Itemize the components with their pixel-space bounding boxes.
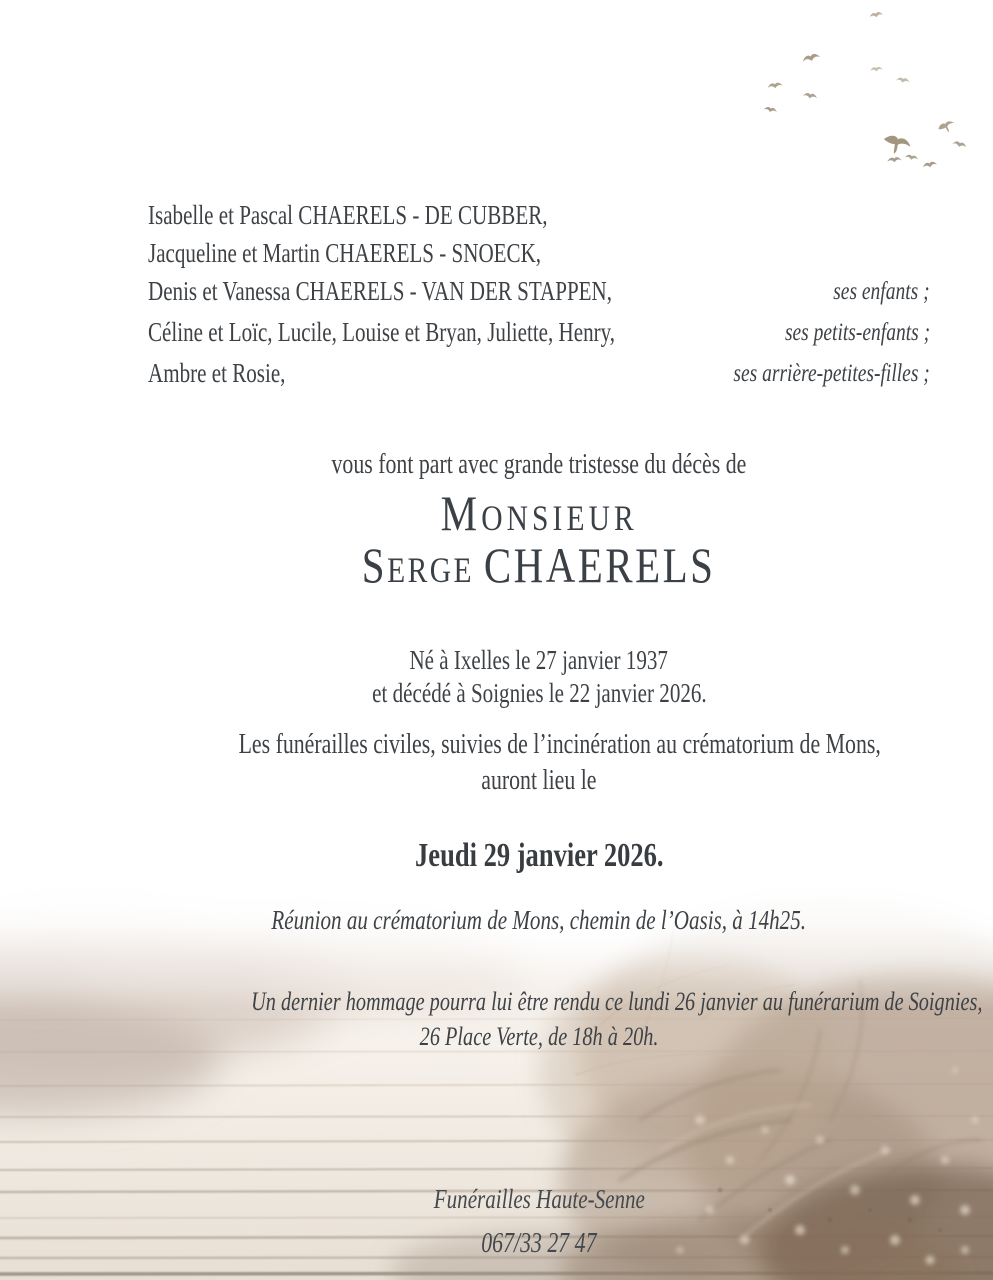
card-content (148, 0, 983, 1280)
funeral-details-line: Les funérailles civiles, suivies de l’incinération au crématorium de Mons, (238, 729, 881, 760)
funeral-continuation: auront lieu le (481, 765, 597, 796)
civility-title (148, 485, 930, 543)
deceased-name (148, 536, 930, 599)
family-row (148, 354, 930, 392)
family-row (148, 313, 930, 351)
family-names: Céline et Loïc, Lucile, Louise et Bryan, Juliette, Henry, (148, 317, 616, 347)
family-relation: ses enfants ; (833, 278, 930, 305)
civility-initial: M (440, 485, 481, 541)
family-row (148, 234, 930, 272)
bird-icon (952, 140, 967, 149)
first-name-initial: S (362, 537, 388, 593)
meeting-line: Réunion au crématorium de Mons, chemin de l’Oasis, à 14h25. (271, 905, 807, 935)
funeral-home-name: Funérailles Haute-Senne (433, 1184, 645, 1214)
tribute-line-1: Un dernier hommage pourra lui être rendu ce lundi 26 janvier au funérarium de Soignies, (251, 987, 983, 1016)
tribute-line-2: 26 Place Verte, de 18h à 20h. (419, 1022, 659, 1051)
announcement-line: vous font part avec grande tristesse du décès de (331, 449, 747, 480)
funeral-home-phone: 067/33 27 47 (481, 1228, 597, 1259)
family-row (148, 272, 930, 310)
family-row (148, 196, 930, 234)
family-names: Isabelle et Pascal CHAERELS - DE CUBBER, (148, 200, 548, 230)
civility-rest: ONSIEUR (480, 498, 638, 538)
death-line: et décédé à Soignies le 22 janvier 2026. (371, 678, 707, 708)
tribute-block (148, 984, 983, 1054)
funeral-date: Jeudi 29 janvier 2026. (414, 837, 664, 874)
family-list (148, 196, 930, 392)
life-dates (148, 644, 930, 710)
family-names: Denis et Vanessa CHAERELS - VAN DER STAPPEN, (148, 276, 612, 306)
birth-line: Né à Ixelles le 27 janvier 1937 (409, 645, 669, 675)
family-names: Jacqueline et Martin CHAERELS - SNOECK, (148, 238, 542, 268)
first-name-rest: ERGE (387, 550, 475, 590)
funeral-details (148, 727, 930, 799)
family-relation: ses arrière-petites-filles ; (733, 360, 930, 387)
family-names: Ambre et Rosie, (148, 358, 286, 388)
last-name: CHAERELS (484, 537, 716, 593)
bird-icon (937, 120, 956, 135)
family-relation: ses petits-enfants ; (784, 319, 930, 346)
